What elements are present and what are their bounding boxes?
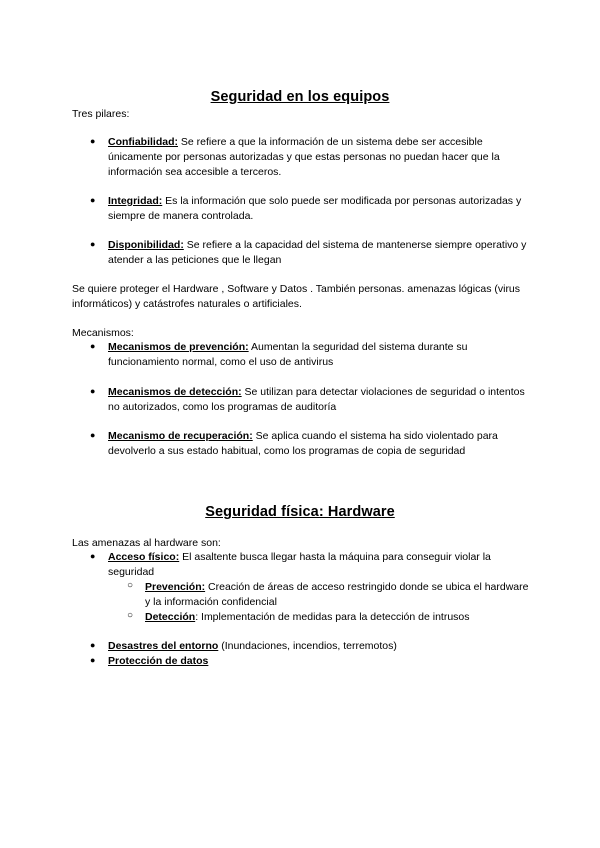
intro-text: Tres pilares:	[72, 108, 130, 120]
term: Desastres del entorno	[108, 640, 219, 652]
list-item-desastres	[108, 639, 528, 654]
list-item-proteccion-datos	[108, 654, 528, 669]
definition: Se refiere a la capacidad del sistema de mantenerse siempre operativo y atender a las peticiones que le llegan	[108, 239, 527, 266]
bullet-icon: ●	[90, 341, 96, 351]
bullet-icon: ●	[90, 430, 96, 440]
sub-item-prevencion	[145, 580, 535, 610]
term: Detección	[145, 611, 196, 623]
definition: El asaltente busca llegar hasta la máquina para conseguir violar la seguridad	[108, 551, 491, 578]
bullet-icon: ●	[90, 136, 96, 146]
term: Prevención:	[145, 581, 206, 593]
definition: Aumentan la seguridad del sistema durante su funcionamiento normal, como el uso de antivirus	[108, 341, 468, 368]
section-title-seguridad-equipos: Seguridad en los equipos	[210, 89, 390, 105]
list-item-deteccion	[108, 385, 528, 415]
definition: Creación de áreas de acceso restringido donde se ubica el hardware y la información confidencial	[145, 581, 529, 608]
definition: : Implementación de medidas para la detección de intrusos	[195, 611, 470, 623]
list-item-confiabilidad	[108, 135, 528, 180]
definition: Es la información que solo puede ser modificada por personas autorizadas y siempre de manera controlada.	[108, 195, 522, 222]
term: Mecanismos de prevención:	[108, 341, 249, 353]
sub-item-deteccion	[145, 610, 535, 625]
circle-bullet-icon: ○	[127, 580, 134, 591]
paragraph: Se quiere proteger el Hardware , Software y Datos . También personas. amenazas lógicas (virus informáticos) y catástrofes naturales o artificiales.	[72, 283, 521, 310]
circle-bullet-icon: ○	[127, 610, 134, 621]
bullet-icon: ●	[90, 386, 96, 396]
list-item-prevencion	[108, 340, 528, 370]
list-item-recuperacion	[108, 429, 528, 459]
term: Protección de datos	[108, 655, 209, 667]
definition: Se aplica cuando el sistema ha sido violentado para devolverlo a sus estado habitual, como los programas de copia de seguridad	[108, 430, 498, 457]
bullet-icon: ●	[90, 195, 96, 205]
term: Acceso físico:	[108, 551, 180, 563]
term: Mecanismo de recuperación:	[108, 430, 253, 442]
bullet-icon: ●	[90, 239, 96, 249]
definition: Se utilizan para detectar violaciones de seguridad o intentos no autorizados, como los programas de auditoría	[108, 386, 525, 413]
bullet-icon: ●	[90, 640, 96, 650]
list-item-integridad	[108, 194, 528, 224]
term: Mecanismos de detección:	[108, 386, 242, 398]
term: Confiabilidad:	[108, 136, 178, 148]
definition: Se refiere a que la información de un sistema debe ser accesible únicamente por personas autorizadas y que estas personas no puedan hacer que la información sea accesible a terceros.	[108, 136, 500, 178]
bullet-icon: ●	[90, 551, 96, 561]
list-item-acceso-fisico	[108, 550, 528, 580]
term: Integridad:	[108, 195, 163, 207]
mechanisms-label: Mecanismos:	[72, 327, 134, 339]
section-title-seguridad-fisica: Seguridad física: Hardware	[205, 504, 395, 520]
intro-text: Las amenazas al hardware son:	[72, 537, 221, 549]
term: Disponibilidad:	[108, 239, 184, 251]
definition: (Inundaciones, incendios, terremotos)	[218, 640, 397, 652]
bullet-icon: ●	[90, 655, 96, 665]
list-item-disponibilidad	[108, 238, 528, 268]
